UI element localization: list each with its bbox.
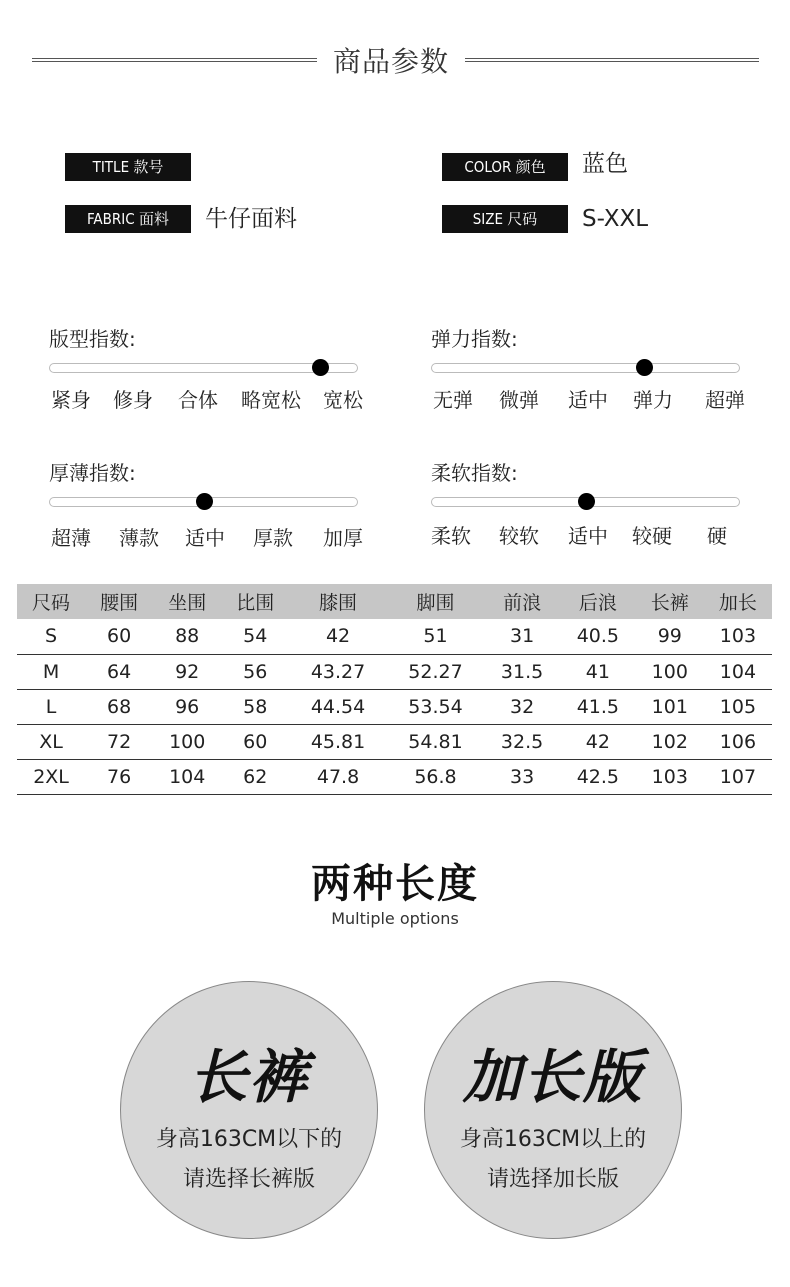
table-cell: 54 bbox=[221, 619, 289, 654]
fit-index-label: 紧身 bbox=[51, 388, 91, 412]
section-title-product-params: 商品参数 bbox=[332, 45, 449, 78]
stretch-index-track bbox=[431, 363, 740, 373]
table-cell: 52.27 bbox=[387, 654, 484, 689]
lengths-subtitle: Multiple options bbox=[331, 909, 459, 928]
regular-length-option bbox=[120, 981, 378, 1239]
table-cell: 64 bbox=[85, 654, 153, 689]
table-cell: 100 bbox=[153, 724, 221, 759]
table-cell: 99 bbox=[636, 619, 704, 654]
table-cell: 101 bbox=[636, 689, 704, 724]
stretch-index-label: 无弹 bbox=[433, 388, 473, 412]
table-cell: 100 bbox=[636, 654, 704, 689]
softness-index-label: 适中 bbox=[568, 524, 608, 548]
stretch-index-label: 超弹 bbox=[705, 388, 745, 412]
table-cell: 44.54 bbox=[289, 689, 386, 724]
table-row bbox=[17, 724, 772, 759]
table-cell: 76 bbox=[85, 759, 153, 794]
table-cell: 42 bbox=[560, 724, 636, 759]
fit-index-label: 宽松 bbox=[323, 388, 363, 412]
table-header-cell: 长裤 bbox=[636, 584, 704, 619]
stretch-index-knob bbox=[636, 359, 653, 376]
table-cell: 96 bbox=[153, 689, 221, 724]
table-header-cell: 尺码 bbox=[17, 584, 85, 619]
table-row bbox=[17, 619, 772, 654]
softness-index-title: 柔软指数: bbox=[431, 461, 518, 485]
fit-index-label: 略宽松 bbox=[241, 388, 301, 412]
stretch-index-label: 微弹 bbox=[499, 388, 539, 412]
stretch-index-label: 适中 bbox=[568, 388, 608, 412]
table-header-cell: 膝围 bbox=[289, 584, 386, 619]
softness-index-label: 较硬 bbox=[632, 524, 672, 548]
softness-index-label: 柔软 bbox=[431, 524, 471, 548]
table-header-cell: 前浪 bbox=[484, 584, 560, 619]
table-cell: 41 bbox=[560, 654, 636, 689]
table-cell: 40.5 bbox=[560, 619, 636, 654]
table-cell: 88 bbox=[153, 619, 221, 654]
table-cell: 106 bbox=[704, 724, 772, 759]
table-cell: 42 bbox=[289, 619, 386, 654]
table-cell: 103 bbox=[636, 759, 704, 794]
table-header-cell: 脚围 bbox=[387, 584, 484, 619]
option-name: 长裤 bbox=[188, 1043, 309, 1111]
table-cell: 32 bbox=[484, 689, 560, 724]
fabric-value: 牛仔面料 bbox=[205, 206, 297, 232]
softness-index-label: 硬 bbox=[707, 524, 727, 548]
table-row bbox=[17, 654, 772, 689]
table-cell: 51 bbox=[387, 619, 484, 654]
lengths-title: 两种长度 bbox=[311, 861, 479, 907]
table-cell: 53.54 bbox=[387, 689, 484, 724]
table-header-row bbox=[17, 584, 772, 619]
table-header-cell: 后浪 bbox=[560, 584, 636, 619]
table-row bbox=[17, 689, 772, 724]
table-cell: 43.27 bbox=[289, 654, 386, 689]
table-cell: 60 bbox=[221, 724, 289, 759]
title-label: TITLE 款号 bbox=[65, 153, 191, 181]
table-cell: 105 bbox=[704, 689, 772, 724]
table-cell: 56.8 bbox=[387, 759, 484, 794]
table-cell: 72 bbox=[85, 724, 153, 759]
fit-index-track bbox=[49, 363, 358, 373]
table-cell: 45.81 bbox=[289, 724, 386, 759]
stretch-index-label: 弹力 bbox=[633, 388, 673, 412]
header-divider-right bbox=[465, 58, 759, 62]
table-cell: 33 bbox=[484, 759, 560, 794]
option-instruction: 请选择加长版 bbox=[486, 1167, 619, 1192]
option-condition: 身高163CM以下的 bbox=[155, 1127, 343, 1152]
table-cell: 102 bbox=[636, 724, 704, 759]
size-chart-table bbox=[17, 584, 772, 795]
table-cell: 92 bbox=[153, 654, 221, 689]
size-label: SIZE 尺码 bbox=[442, 205, 568, 233]
table-cell: 31 bbox=[484, 619, 560, 654]
table-header-cell: 加长 bbox=[704, 584, 772, 619]
fit-index-knob bbox=[312, 359, 329, 376]
table-cell: 54.81 bbox=[387, 724, 484, 759]
table-cell: S bbox=[17, 619, 85, 654]
softness-index-track bbox=[431, 497, 740, 507]
header-divider-left bbox=[32, 58, 317, 62]
table-cell: 107 bbox=[704, 759, 772, 794]
color-label: COLOR 颜色 bbox=[442, 153, 568, 181]
table-row bbox=[17, 759, 772, 794]
fabric-label: FABRIC 面料 bbox=[65, 205, 191, 233]
thickness-index-label: 超薄 bbox=[51, 526, 91, 550]
softness-index-knob bbox=[578, 493, 595, 510]
fit-index-label: 修身 bbox=[113, 388, 153, 412]
color-value: 蓝色 bbox=[582, 151, 628, 177]
extended-length-option bbox=[424, 981, 682, 1239]
thickness-index-label: 适中 bbox=[185, 526, 225, 550]
table-cell: 2XL bbox=[17, 759, 85, 794]
table-header-cell: 比围 bbox=[221, 584, 289, 619]
table-cell: 42.5 bbox=[560, 759, 636, 794]
option-instruction: 请选择长裤版 bbox=[182, 1167, 315, 1192]
thickness-index-label: 薄款 bbox=[119, 526, 159, 550]
table-cell: M bbox=[17, 654, 85, 689]
table-cell: 68 bbox=[85, 689, 153, 724]
table-cell: 103 bbox=[704, 619, 772, 654]
thickness-index-knob bbox=[196, 493, 213, 510]
table-cell: 60 bbox=[85, 619, 153, 654]
thickness-index-label: 加厚 bbox=[323, 526, 363, 550]
option-condition: 身高163CM以上的 bbox=[459, 1127, 647, 1152]
thickness-index-label: 厚款 bbox=[253, 526, 293, 550]
stretch-index-title: 弹力指数: bbox=[431, 327, 518, 351]
table-cell: 47.8 bbox=[289, 759, 386, 794]
table-cell: 31.5 bbox=[484, 654, 560, 689]
table-cell: 62 bbox=[221, 759, 289, 794]
fit-index-label: 合体 bbox=[178, 388, 218, 412]
softness-index-label: 较软 bbox=[499, 524, 539, 548]
table-cell: 32.5 bbox=[484, 724, 560, 759]
table-cell: 41.5 bbox=[560, 689, 636, 724]
table-cell: 56 bbox=[221, 654, 289, 689]
table-cell: 58 bbox=[221, 689, 289, 724]
option-name: 加长版 bbox=[462, 1043, 643, 1111]
table-header-cell: 坐围 bbox=[153, 584, 221, 619]
table-cell: 104 bbox=[704, 654, 772, 689]
fit-index-title: 版型指数: bbox=[49, 327, 136, 351]
table-header-cell: 腰围 bbox=[85, 584, 153, 619]
thickness-index-track bbox=[49, 497, 358, 507]
thickness-index-title: 厚薄指数: bbox=[49, 461, 136, 485]
size-value: S-XXL bbox=[582, 206, 649, 232]
table-cell: XL bbox=[17, 724, 85, 759]
table-cell: L bbox=[17, 689, 85, 724]
table-cell: 104 bbox=[153, 759, 221, 794]
